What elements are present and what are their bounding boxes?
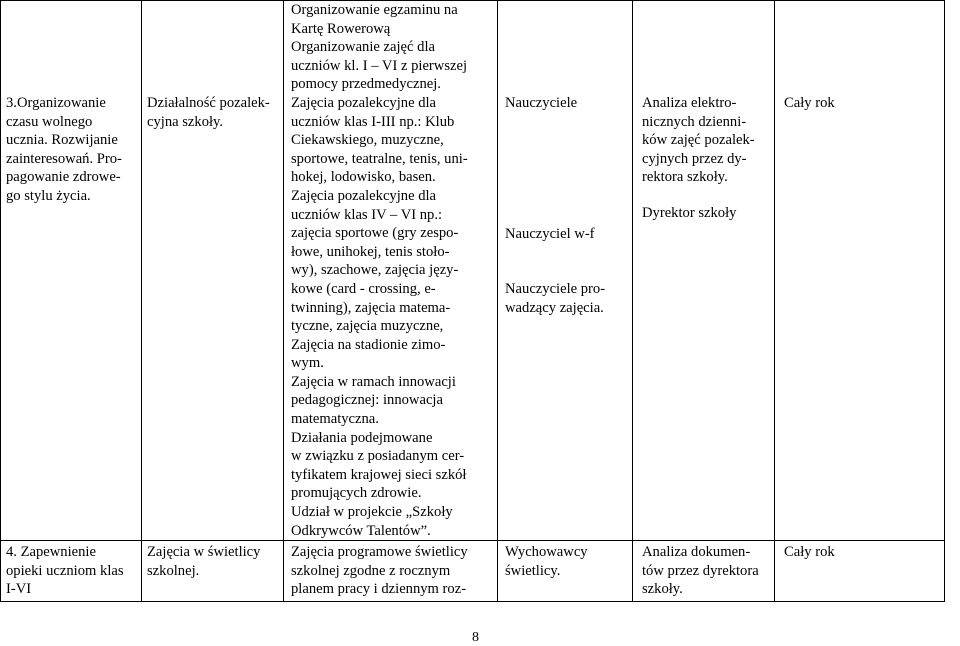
row2-responsible-line: świetlicy. — [505, 562, 561, 579]
row2-date-cell — [775, 541, 945, 602]
row1-area-line: pagowanie zdrowe- — [6, 169, 121, 186]
row1-area-line: 3.Organizowanie — [6, 95, 106, 111]
evaluation-line: Analiza elektro- — [642, 95, 737, 111]
row1-area-line: ucznia. Rozwijanie — [6, 132, 118, 149]
evaluation-line: rektora szkoły. — [642, 169, 728, 186]
row2-evaluation-line: Analiza dokumen- — [642, 544, 751, 561]
evaluation-line: nicznych dzienni- — [642, 113, 747, 130]
responsible-line: Nauczyciele pro- — [505, 281, 606, 298]
task-line: uczniów klas I-III np.: Klub — [291, 113, 455, 130]
row1-responsible-cell — [498, 1, 633, 541]
row2-task-line: Zajęcia programowe świetlicy — [291, 544, 468, 561]
row2-responsible-line: Wychowawcy — [505, 544, 588, 561]
row1-area-line: czasu wolnego — [6, 113, 93, 130]
row2-responsible-cell — [498, 541, 633, 602]
task-line: sportowe, teatralne, tenis, uni- — [291, 150, 468, 167]
row2-form-line: Zajęcia w świetlicy — [147, 544, 261, 561]
date-line: Cały rok — [784, 95, 835, 111]
task-line: Udział w projekcie „Szkoły — [291, 504, 453, 521]
task-line: kowe (card - crossing, e- — [291, 280, 436, 297]
evaluation-line: ków zajęć pozalek- — [642, 132, 755, 149]
task-line: łowe, unihokej, tenis stoło- — [291, 243, 450, 260]
responsible-line: Nauczyciele — [505, 95, 578, 111]
task-line: Zajęcia pozalekcyjne dla — [291, 187, 437, 204]
row2-form-cell — [142, 541, 284, 602]
row2-form-line: szkolnej. — [147, 562, 200, 579]
table-row — [1, 541, 945, 602]
row2-evaluation-line: tów przez dyrektora — [642, 562, 759, 579]
row1-area-line: go stylu życia. — [6, 187, 91, 204]
task-line: promujących zdrowie. — [291, 485, 422, 502]
task-line: zajęcia sportowe (gry zespo- — [291, 225, 459, 242]
responsible-line: Nauczyciel w-f — [505, 225, 595, 242]
table-row — [1, 1, 945, 541]
row1-date-cell — [775, 1, 945, 541]
task-line: pedagogicznej: innowacja — [291, 392, 443, 409]
row1-area-cell — [1, 1, 142, 541]
task-line: Zajęcia pozalekcyjne dla — [291, 94, 437, 111]
row1-evaluation-cell — [633, 1, 775, 541]
task-line: tyczne, zajęcia muzyczne, — [291, 318, 444, 335]
evaluation-line: Dyrektor szkoły — [642, 204, 737, 221]
row2-date-line: Cały rok — [784, 544, 835, 561]
row2-tasks-cell — [284, 541, 498, 602]
task-line: tyfikatem krajowej sieci szkół — [291, 466, 467, 483]
task-line: Organizowanie egzaminu na — [291, 2, 458, 18]
row2-area-line: 4. Zapewnienie — [6, 544, 96, 561]
task-line: Zajęcia w ramach innowacji — [291, 373, 456, 390]
task-line: pomocy przedmedycznej. — [291, 76, 441, 93]
task-line: Odkrywców Talentów”. — [291, 522, 431, 539]
row1-area-line: zainteresowań. Pro- — [6, 150, 122, 167]
row2-evaluation-line: szkoły. — [642, 581, 683, 598]
task-line: w związku z posiadanym cer- — [291, 448, 465, 465]
responsible-line: wadzący zajęcia. — [505, 299, 604, 316]
task-line: uczniów klas IV – VI np.: — [291, 206, 443, 223]
row2-area-line: I-VI — [6, 581, 32, 598]
task-line: Zajęcia na stadionie zimo- — [291, 336, 446, 353]
task-line: twinning), zajęcia matema- — [291, 299, 451, 316]
task-line: Ciekawskiego, muzyczne, — [291, 132, 444, 149]
task-line: uczniów kl. I – VI z pierwszej — [291, 57, 468, 74]
row2-area-line: opieki uczniom klas — [6, 562, 124, 579]
task-line: Kartę Rowerową — [291, 20, 391, 37]
task-line: matematyczna. — [291, 411, 379, 428]
row2-area-cell — [1, 541, 142, 602]
row1-form-line: cyjna szkoły. — [147, 113, 224, 130]
task-line: hokej, lodowisko, basen. — [291, 169, 436, 186]
row1-form-cell — [142, 1, 284, 541]
task-line: wy), szachowe, zajęcia języ- — [291, 262, 459, 279]
row2-evaluation-cell — [633, 541, 775, 602]
task-line: Działania podejmowane — [291, 429, 433, 446]
row1-form-line: Działalność pozalek- — [147, 95, 270, 111]
page-number: 8 — [472, 630, 479, 645]
row1-tasks-cell — [284, 1, 498, 541]
row2-task-line: szkolnej zgodne z rocznym — [291, 562, 451, 579]
row2-task-line: planem pracy i dziennym roz- — [291, 581, 467, 598]
task-line: Organizowanie zajęć dla — [291, 39, 435, 56]
evaluation-line: cyjnych przez dy- — [642, 150, 747, 167]
task-line: wym. — [291, 355, 324, 372]
